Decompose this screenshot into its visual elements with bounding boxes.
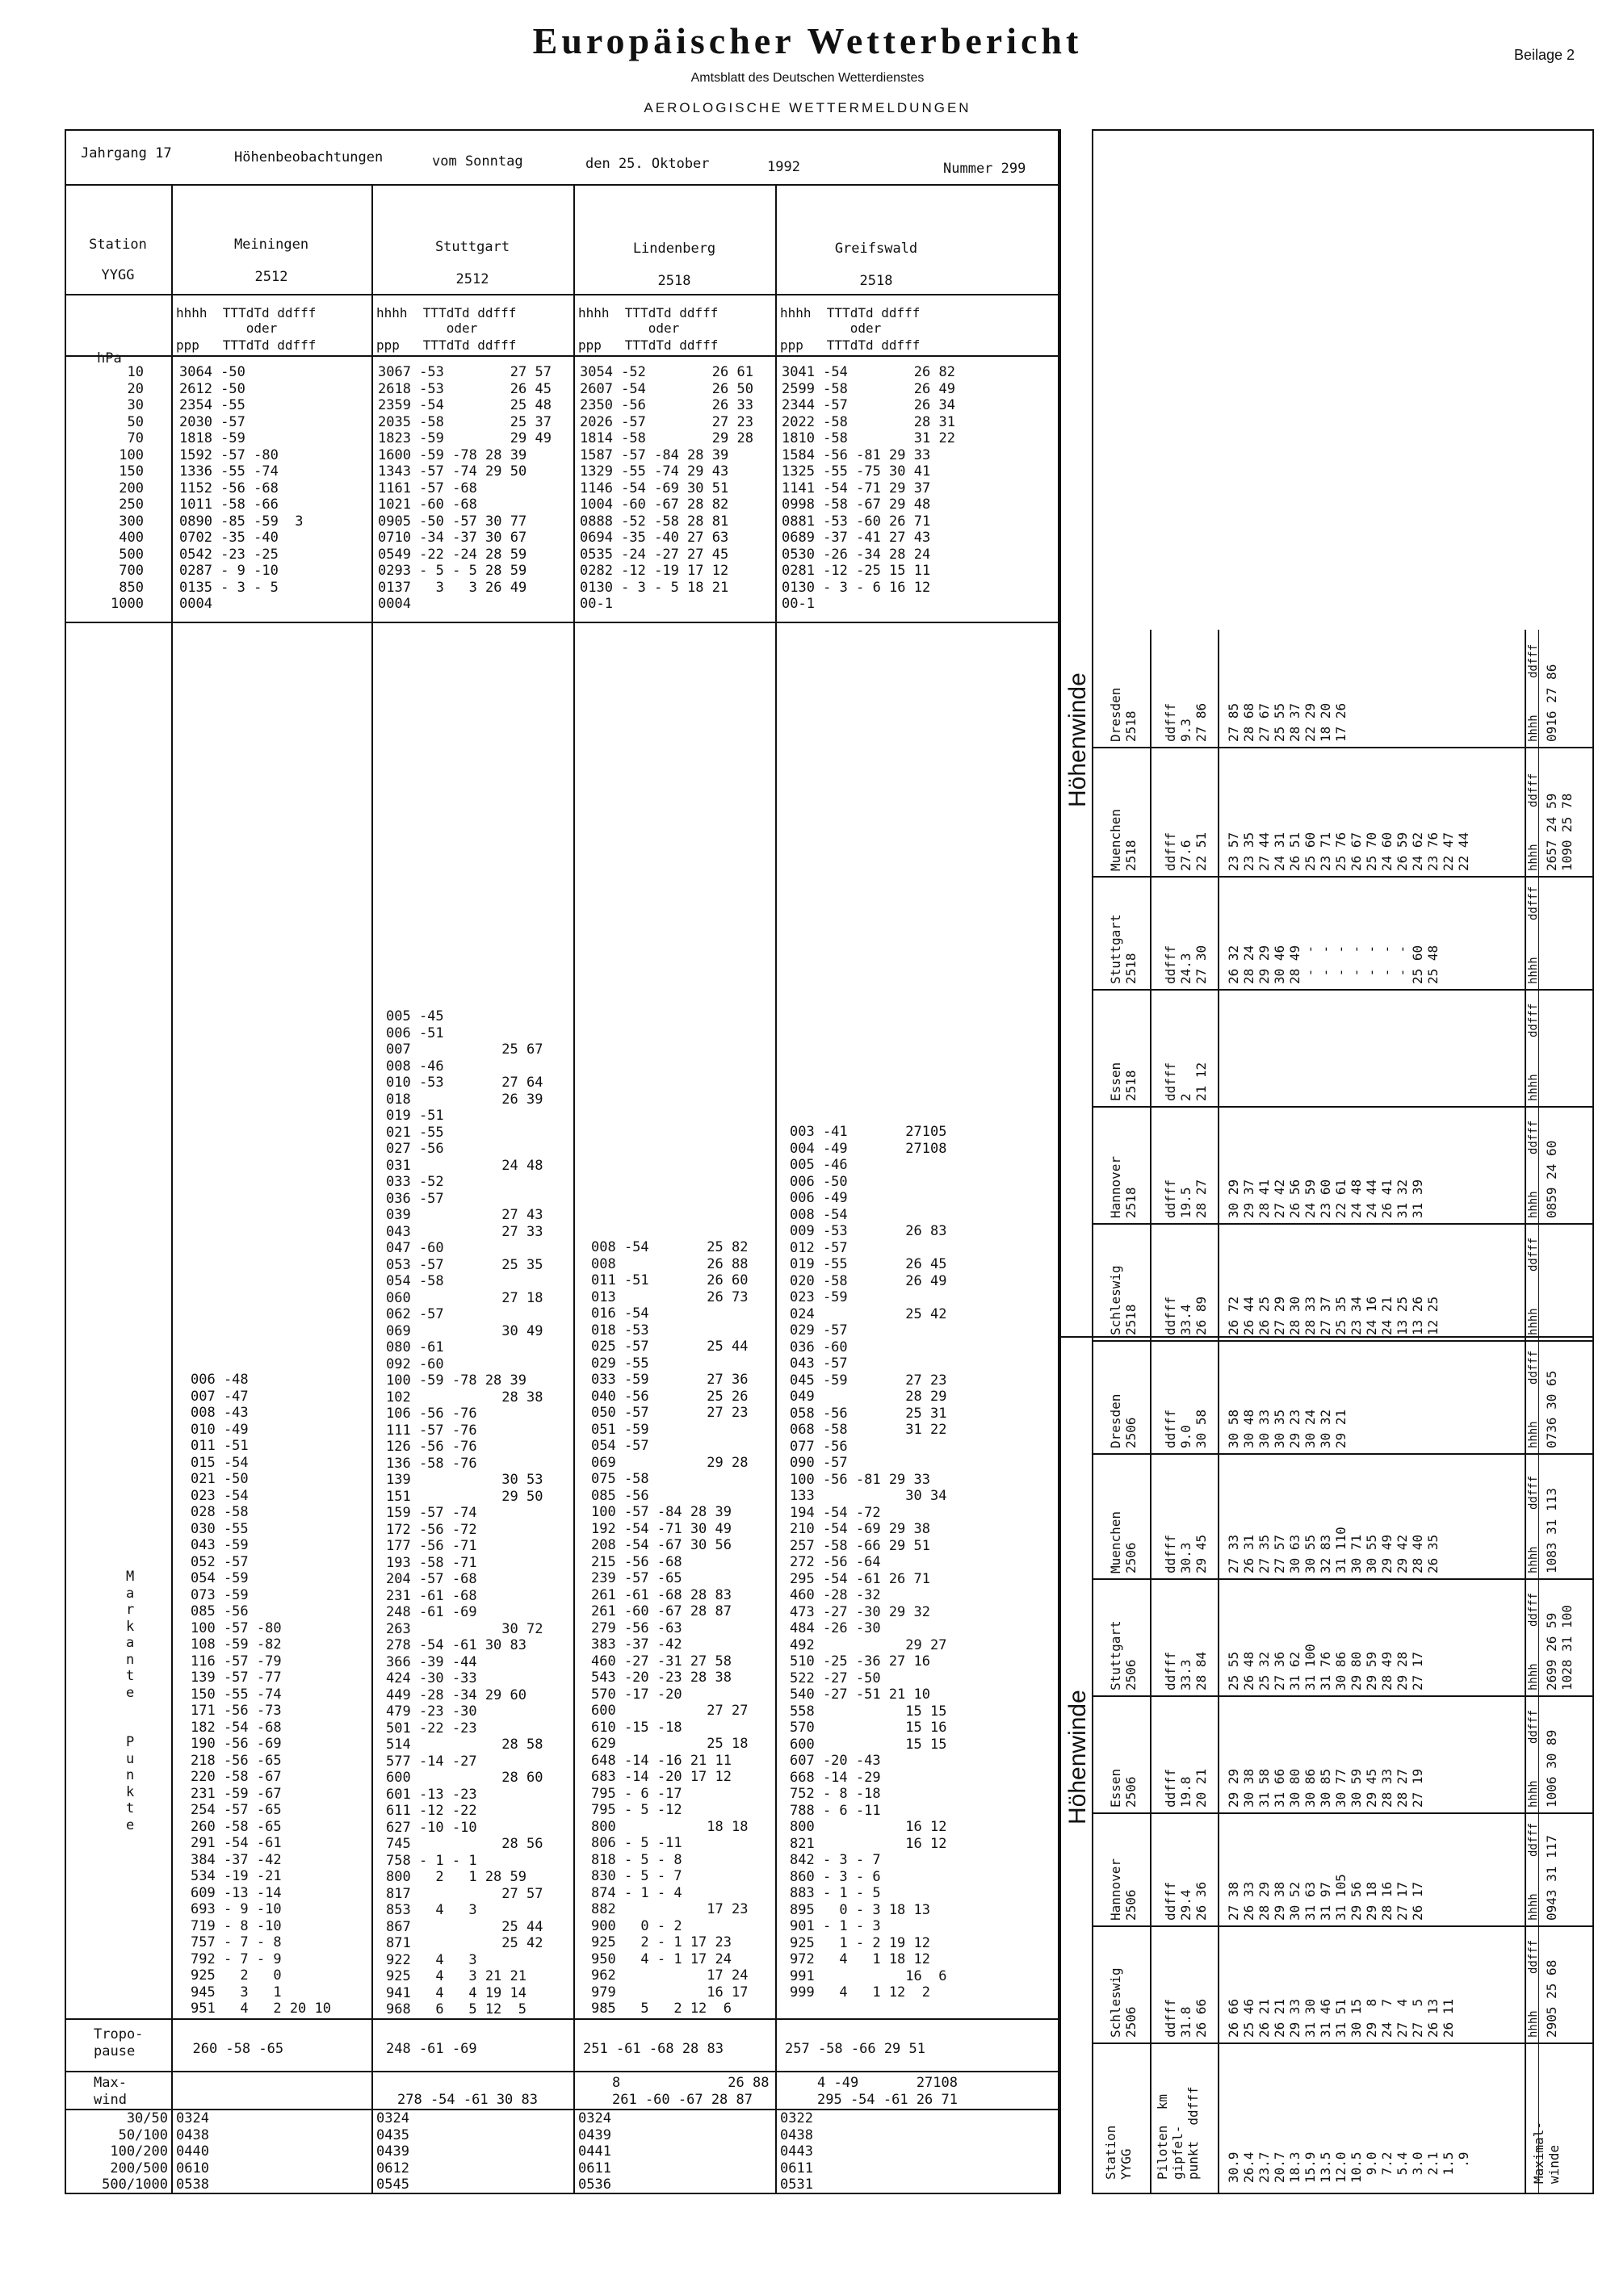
max-wind-values: 1083 31 113	[1544, 1488, 1559, 1573]
rule	[1092, 1340, 1594, 1342]
significant-points: 005 -45 006 -51 007 25 67 008 -46 010 -53 27 64 018 26 39 019 -51 021 -55 027 -56 031 24 48 033 -52 036 -57 039 27 43 043 27 33 047 -60 053 -57 25 35 054 -58 060 27 18 062 -57 069 30 49 080 -61 092 -60 100 -59 -78 28 39 102 28 38 106 -56 -76 111 -57 -76 126 -56 -76 136 -58 -76 139 30 53 151 29 50 159 -57 -74 172 -56 -72 177 -56 -71 193 -58 -71 204 -57 -68 231 -61 -68 248 -61 -69 263 30 72 278 -54 -61 30 83 366 -39 -44 424 -30 -33 449 -28 -34 29 60 479 -23 -30 501 -22 -23 514 28 58 577 -14 -27 600 28 60 601 -13 -23 611 -12 -22 627 -10 -10 745 28 56 758 - 1 - 1 800 2 1 28 59 817 27 57 853 4 3 867 25 44 871 25 42 922 4 3 925 4 3 21 21 941 4 4 19 14 968 6 5 12 5	[386, 1008, 543, 2017]
column-head: oder	[780, 321, 882, 336]
station-name: Schleswig 2506	[1108, 1967, 1139, 2038]
column-head: oder	[376, 321, 478, 336]
observation-type: Höhenbeobachtungen	[234, 149, 384, 165]
tropopause-label: Tropo- pause	[94, 2026, 144, 2059]
standard-level-data: 3054 -52 26 61 2607 -54 26 50 2350 -56 26 33 2026 -57 27 23 1814 -58 29 28 1587 -57 -84 28 39 1329 -55 -74 29 43 1146 -54 -69 30 51 1004 -60 -67 28 82 0888 -52 -58 28 81 0694 -35 -40 27 63 0535 -24 -27 27 45 0282 -12 -19 17 12 0130 - 3 - 5 18 21 00-1	[580, 364, 753, 612]
station-yygg: 2512	[254, 269, 288, 285]
station-label: Station	[89, 237, 147, 253]
station-name: Lindenberg	[632, 241, 716, 257]
station-summary: ddfff 19.5 28 27	[1163, 1179, 1209, 1218]
station-summary: ddfff 31.8 26 66	[1163, 1998, 1209, 2038]
station-summary: ddfff 29.4 26 36	[1163, 1881, 1209, 1921]
rule	[1092, 1925, 1594, 1927]
rule	[65, 2071, 1059, 2072]
rule	[1092, 2043, 1594, 2044]
station-summary: ddfff 24.3 27 30	[1163, 945, 1209, 984]
column-head: hhhh TTTdTd ddfff	[376, 305, 517, 321]
wind-values: 27 38 26 33 28 29 29 38 30 52 31 63 31 97 31 105 29 56 29 18 28 16 27 17 26 17	[1226, 1874, 1425, 1921]
wind-values: 30 29 29 37 28 41 27 42 26 56 24 59 23 60 22 61 24 48 24 44 26 41 31 32 31 39	[1226, 1179, 1425, 1218]
wind-values: 26 66 25 46 26 21 26 21 29 33 31 30 31 46 31 51 30 15 29 8 24 7 27 4 27 5 26 13 26 11	[1226, 1998, 1456, 2038]
yygg-label: YYGG	[101, 267, 135, 283]
ddfff-label: ddfff	[1527, 643, 1540, 678]
rule	[775, 184, 777, 2194]
wind-values: 26 72 26 44 26 25 27 29 28 30 28 33 27 37 25 35 23 34 24 16 24 21 13 25 13 26 12 25	[1226, 1296, 1441, 1335]
pilot-peak-label: Piloten km gipfel- punkt ddfff	[1155, 2086, 1201, 2180]
maxwind-data: 8 26 88 261 -60 -67 28 87	[612, 2075, 770, 2108]
column-head: oder	[176, 321, 278, 336]
hhhh-label: hhhh	[1527, 1421, 1540, 1448]
ddfff-label: ddfff	[1527, 1350, 1540, 1385]
maxwind-label: Maximal- winde	[1531, 2121, 1562, 2184]
rule	[65, 2018, 1059, 2020]
tropopause-data: 248 -61 -69	[386, 2041, 477, 2057]
section-title: AEROLOGISCHE WETTERMELDUNGEN	[644, 100, 971, 115]
station-summary: ddfff 9.0 30 58	[1163, 1409, 1209, 1448]
station-yygg: 2512	[455, 271, 489, 287]
ddfff-label: ddfff	[1527, 1475, 1540, 1510]
station-summary: ddfff 19.8 20 21	[1163, 1768, 1209, 1808]
maxwind-label: Max- wind	[94, 2075, 127, 2108]
max-wind-values: 0943 31 117	[1544, 1835, 1559, 1921]
station-summary: ddfff 33.3 28 84	[1163, 1651, 1209, 1691]
hpa-label: hPa	[97, 350, 122, 367]
station-summary: ddfff 30.3 29 45	[1163, 1534, 1209, 1573]
significant-points: 003 -41 27105 004 -49 27108 005 -46 006 -50 006 -49 008 -54 009 -53 26 83 012 -57 019 -55 26 45 020 -58 26 49 023 -59 024 25 42 029 -57 036 -60 043 -57 045 -59 27 23 049 28 29 058 -56 25 31 068 -58 31 22 077 -56 090 -57 100 -56 -81 29 33 133 30 34 194 -54 -72 210 -54 -69 29 38 257 -58 -66 29 51 272 -56 -64 295 -54 -61 26 71 460 -28 -32 473 -27 -30 29 32 484 -26 -30 492 29 27 510 -25 -36 27 16 522 -27 -50 540 -27 -51 21 10 558 15 15 570 15 16 600 15 15 607 -20 -43 668 -14 -29 752 - 8 -18 788 - 6 -11 800 16 12 821 16 12 842 - 3 - 7 860 - 3 - 6 883 - 1 - 5 895 0 - 3 18 13 901 - 1 - 3 925 1 - 2 19 12 972 4 1 18 12 991 16 6 999 4 1 12 2	[790, 1124, 947, 2001]
station-yygg: 2518	[859, 273, 893, 289]
station-name: Stuttgart	[434, 239, 510, 255]
hhhh-label: hhhh	[1527, 957, 1540, 984]
report-title: Europäischer Wetterbericht	[532, 20, 1083, 61]
shear-data: 0324 0439 0441 0611 0536	[578, 2110, 611, 2193]
max-wind-values: 0859 24 60	[1544, 1140, 1559, 1218]
tropopause-data: 260 -58 -65	[176, 2041, 284, 2057]
station-name: Hannover 2506	[1108, 1858, 1139, 1921]
station-summary: ddfff 2 21 12	[1163, 1062, 1209, 1101]
rule	[65, 2109, 1059, 2110]
rule	[1092, 1106, 1594, 1108]
shear-data: 0322 0438 0443 0611 0531	[780, 2110, 813, 2193]
pilot-km-values: 30.9 26.4 23.7 20.7 18.3 15.9 13.5 12.0 10.5 9.0 7.2 5.4 3.0 2.1 1.5 .9	[1226, 2151, 1471, 2183]
station-name: Muenchen 2518	[1108, 808, 1139, 871]
max-wind-values: 0916 27 86	[1544, 664, 1559, 742]
station-name: Schleswig 2518	[1108, 1265, 1139, 1335]
station-yygg: 2518	[657, 273, 691, 289]
station-name: Hannover 2518	[1108, 1155, 1139, 1218]
max-wind-values: 0736 30 65	[1544, 1370, 1559, 1448]
significant-points: 006 -48 007 -47 008 -43 010 -49 011 -51 015 -54 021 -50 023 -54 028 -58 030 -55 043 -59 052 -57 054 -59 073 -59 085 -56 100 -57 -80 108 -59 -82 116 -57 -79 139 -57 -77 150 -55 -74 171 -56 -73 182 -54 -68 190 -56 -69 218 -56 -65 220 -58 -67 231 -59 -67 254 -57 -65 260 -58 -65 291 -54 -61 384 -37 -42 534 -19 -21 609 -13 -14 693 - 9 -10 719 - 8 -10 757 - 7 - 8 792 - 7 - 9 925 2 0 945 3 1 951 4 2 20 10	[191, 1372, 331, 2017]
ddfff-label: ddfff	[1527, 1003, 1540, 1037]
rule	[1092, 1578, 1594, 1580]
tropopause-data: 251 -61 -68 28 83	[583, 2041, 724, 2057]
pressure-levels: 10 20 30 50 70 100 150 200 250 300 400 500 700 850 1000	[111, 364, 144, 612]
rule	[1150, 630, 1151, 2194]
wind-values: 27 33 26 31 27 35 27 57 30 63 30 55 32 83 31 110 30 71 30 55 29 49 29 42 28 40 26 35	[1226, 1527, 1441, 1573]
ddfff-label: ddfff	[1527, 773, 1540, 807]
rule	[371, 184, 373, 2194]
shear-data: 0324 0438 0440 0610 0538	[176, 2110, 209, 2193]
hhhh-label: hhhh	[1527, 714, 1540, 742]
date: den 25. Oktober	[585, 156, 710, 172]
maxwind-data: 4 -49 27108 295 -54 -61 26 71	[817, 2075, 958, 2108]
hhhh-label: hhhh	[1527, 1780, 1540, 1808]
column-head: hhhh TTTdTd ddfff	[780, 305, 921, 321]
jahrgang: Jahrgang 17	[81, 145, 172, 161]
max-wind-values: 2905 25 68	[1544, 1959, 1559, 2038]
weekday: vom Sonntag	[432, 153, 523, 170]
rule	[573, 184, 575, 2194]
supplement-label: Beilage 2	[1513, 47, 1575, 63]
column-head: ppp TTTdTd ddfff	[780, 337, 921, 353]
shear-data: 0324 0435 0439 0612 0545	[376, 2110, 409, 2193]
rule	[1059, 129, 1061, 2194]
rule	[65, 355, 1059, 357]
station-name: Essen 2506	[1108, 1768, 1139, 1808]
rule	[1092, 1336, 1594, 1338]
shear-labels: 30/50 50/100 100/200 200/500 500/1000	[102, 2110, 168, 2193]
station-yygg-label: Station YYGG	[1103, 2125, 1134, 2180]
column-head: oder	[578, 321, 680, 336]
ddfff-label: ddfff	[1527, 1709, 1540, 1744]
wind-values: 25 55 26 48 25 32 27 36 31 62 31 100 31 76 30 86 29 80 29 59 28 49 29 28 27 17	[1226, 1644, 1425, 1691]
rule	[1092, 989, 1594, 991]
ddfff-label: ddfff	[1527, 1592, 1540, 1627]
rule	[1092, 630, 1093, 2194]
wind-values: 27 85 28 68 27 67 25 55 28 37 22 29 18 20 17 26	[1226, 702, 1349, 742]
rule	[1218, 630, 1219, 2194]
column-head: ppp TTTdTd ddfff	[176, 337, 317, 353]
ddfff-label: ddfff	[1527, 1939, 1540, 1974]
standard-level-data: 3064 -50 2612 -50 2354 -55 2030 -57 1818 -59 1592 -57 -80 1336 -55 -74 1152 -56 -68 1011 -58 -66 0890 -85 -59 3 0702 -35 -40 0542 -23 -25 0287 - 9 -10 0135 - 3 - 5 0004	[179, 364, 304, 612]
hoehenwinde-title: Höhenwinde	[1064, 672, 1091, 807]
maxwind-data: 278 -54 -61 30 83	[397, 2091, 538, 2108]
station-name: Meiningen	[233, 237, 309, 253]
standard-level-data: 3067 -53 27 57 2618 -53 26 45 2359 -54 25 48 2035 -58 25 37 1823 -59 29 49 1600 -59 -78 28 39 1343 -57 -74 29 50 1161 -57 -68 1021 -60 -68 0905 -50 -57 30 77 0710 -34 -37 30 67 0549 -22 -24 28 59 0293 - 5 - 5 28 59 0137 3 3 26 49 0004	[378, 364, 552, 612]
ddfff-label: ddfff	[1527, 886, 1540, 920]
rule	[1092, 747, 1594, 748]
station-name: Dresden 2518	[1108, 687, 1139, 742]
ddfff-label: ddfff	[1527, 1120, 1540, 1154]
rule	[171, 184, 173, 2194]
max-wind-values: 2657 24 59 1090 25 78	[1544, 793, 1575, 871]
rule	[65, 184, 1059, 186]
station-summary: ddfff 33.4 26 89	[1163, 1296, 1209, 1335]
standard-level-data: 3041 -54 26 82 2599 -58 26 49 2344 -57 26 34 2022 -58 28 31 1810 -58 31 22 1584 -56 -81 29 33 1325 -55 -75 30 41 1141 -54 -71 29 37 0998 -58 -67 29 48 0881 -53 -60 26 71 0689 -37 -41 27 43 0530 -26 -34 28 24 0281 -12 -25 15 11 0130 - 3 - 6 16 12 00-1	[782, 364, 955, 612]
tropopause-data: 257 -58 -66 29 51	[785, 2041, 925, 2057]
hhhh-label: hhhh	[1527, 1546, 1540, 1573]
column-head: hhhh TTTdTd ddfff	[578, 305, 719, 321]
year: 1992	[767, 159, 800, 175]
hoehenwinde-title: Höhenwinde	[1064, 1690, 1091, 1825]
hhhh-label: hhhh	[1527, 1893, 1540, 1921]
station-name: Dresden 2506	[1108, 1393, 1139, 1448]
column-head: hhhh TTTdTd ddfff	[176, 305, 317, 321]
hhhh-label: hhhh	[1527, 844, 1540, 871]
hhhh-label: hhhh	[1527, 1308, 1540, 1335]
wind-values: 30 58 30 48 30 33 30 35 29 23 30 24 30 32 29 21	[1226, 1409, 1349, 1448]
issue-number: Nummer 299	[943, 161, 1026, 177]
rule	[1092, 1453, 1594, 1455]
hhhh-label: hhhh	[1527, 1074, 1540, 1101]
rule	[1059, 1336, 1092, 1338]
rule	[1092, 876, 1594, 878]
hhhh-label: hhhh	[1527, 1663, 1540, 1691]
report-subtitle: Amtsblatt des Deutschen Wetterdienstes	[690, 71, 925, 85]
station-name: Essen 2518	[1108, 1062, 1139, 1101]
column-head: ppp TTTdTd ddfff	[578, 337, 719, 353]
ddfff-label: ddfff	[1527, 1822, 1540, 1857]
hhhh-label: hhhh	[1527, 1191, 1540, 1218]
rule	[1092, 1695, 1594, 1697]
rule	[1092, 1223, 1594, 1225]
station-name: Stuttgart 2518	[1108, 914, 1139, 984]
ddfff-label: ddfff	[1527, 1237, 1540, 1272]
rule	[65, 622, 1059, 623]
wind-values: 26 32 28 24 29 29 30 46 28 49 - - - - - - - - - - - - - - 25 60 25 48	[1226, 945, 1441, 984]
rule	[1092, 1812, 1594, 1814]
rule	[65, 294, 1059, 295]
station-name: Stuttgart 2506	[1108, 1620, 1139, 1691]
station-summary: ddfff 9.3 27 86	[1163, 702, 1209, 742]
station-summary: ddfff 27.6 22 51	[1163, 832, 1209, 871]
station-name: Muenchen 2506	[1108, 1510, 1139, 1573]
wind-values: 23 57 23 35 27 44 24 31 26 51 25 60 23 71 25 76 26 67 25 70 24 60 26 59 24 62 23 76 22 47 22 44	[1226, 832, 1471, 871]
markante-punkte-label: M a r k a n t e P u n k t e	[126, 1569, 135, 1833]
hhhh-label: hhhh	[1527, 2010, 1540, 2038]
column-head: ppp TTTdTd ddfff	[376, 337, 517, 353]
station-name: Greifswald	[834, 241, 918, 257]
significant-points: 008 -54 25 82 008 26 88 011 -51 26 60 013 26 73 016 -54 018 -53 025 -57 25 44 029 -55 033 -59 27 36 040 -56 25 26 050 -57 27 23 051 -59 054 -57 069 29 28 075 -58 085 -56 100 -57 -84 28 39 192 -54 -71 30 49 208 -54 -67 30 56 215 -56 -68 239 -57 -65 261 -61 -68 28 83 261 -60 -67 28 87 279 -56 -63 383 -37 -42 460 -27 -31 27 58 543 -20 -23 28 38 570 -17 -20 600 27 27 610 -15 -18 629 25 18 648 -14 -16 21 11 683 -14 -20 17 12 795 - 6 -17 795 - 5 -12 800 18 18 806 - 5 -11 818 - 5 - 8 830 - 5 - 7 874 - 1 - 4 882 17 23 900 0 - 2 925 2 - 1 17 23 950 4 - 1 17 24 962 17 24 979 16 17 985 5 2 12 6	[591, 1239, 749, 2017]
wind-values: 29 29 30 38 31 58 31 66 30 80 30 86 30 85 30 77 30 59 29 45 28 33 28 27 27 19	[1226, 1768, 1425, 1808]
max-wind-values: 2699 26 59 1028 31 100	[1544, 1605, 1575, 1691]
max-wind-values: 1006 30 89	[1544, 1729, 1559, 1808]
